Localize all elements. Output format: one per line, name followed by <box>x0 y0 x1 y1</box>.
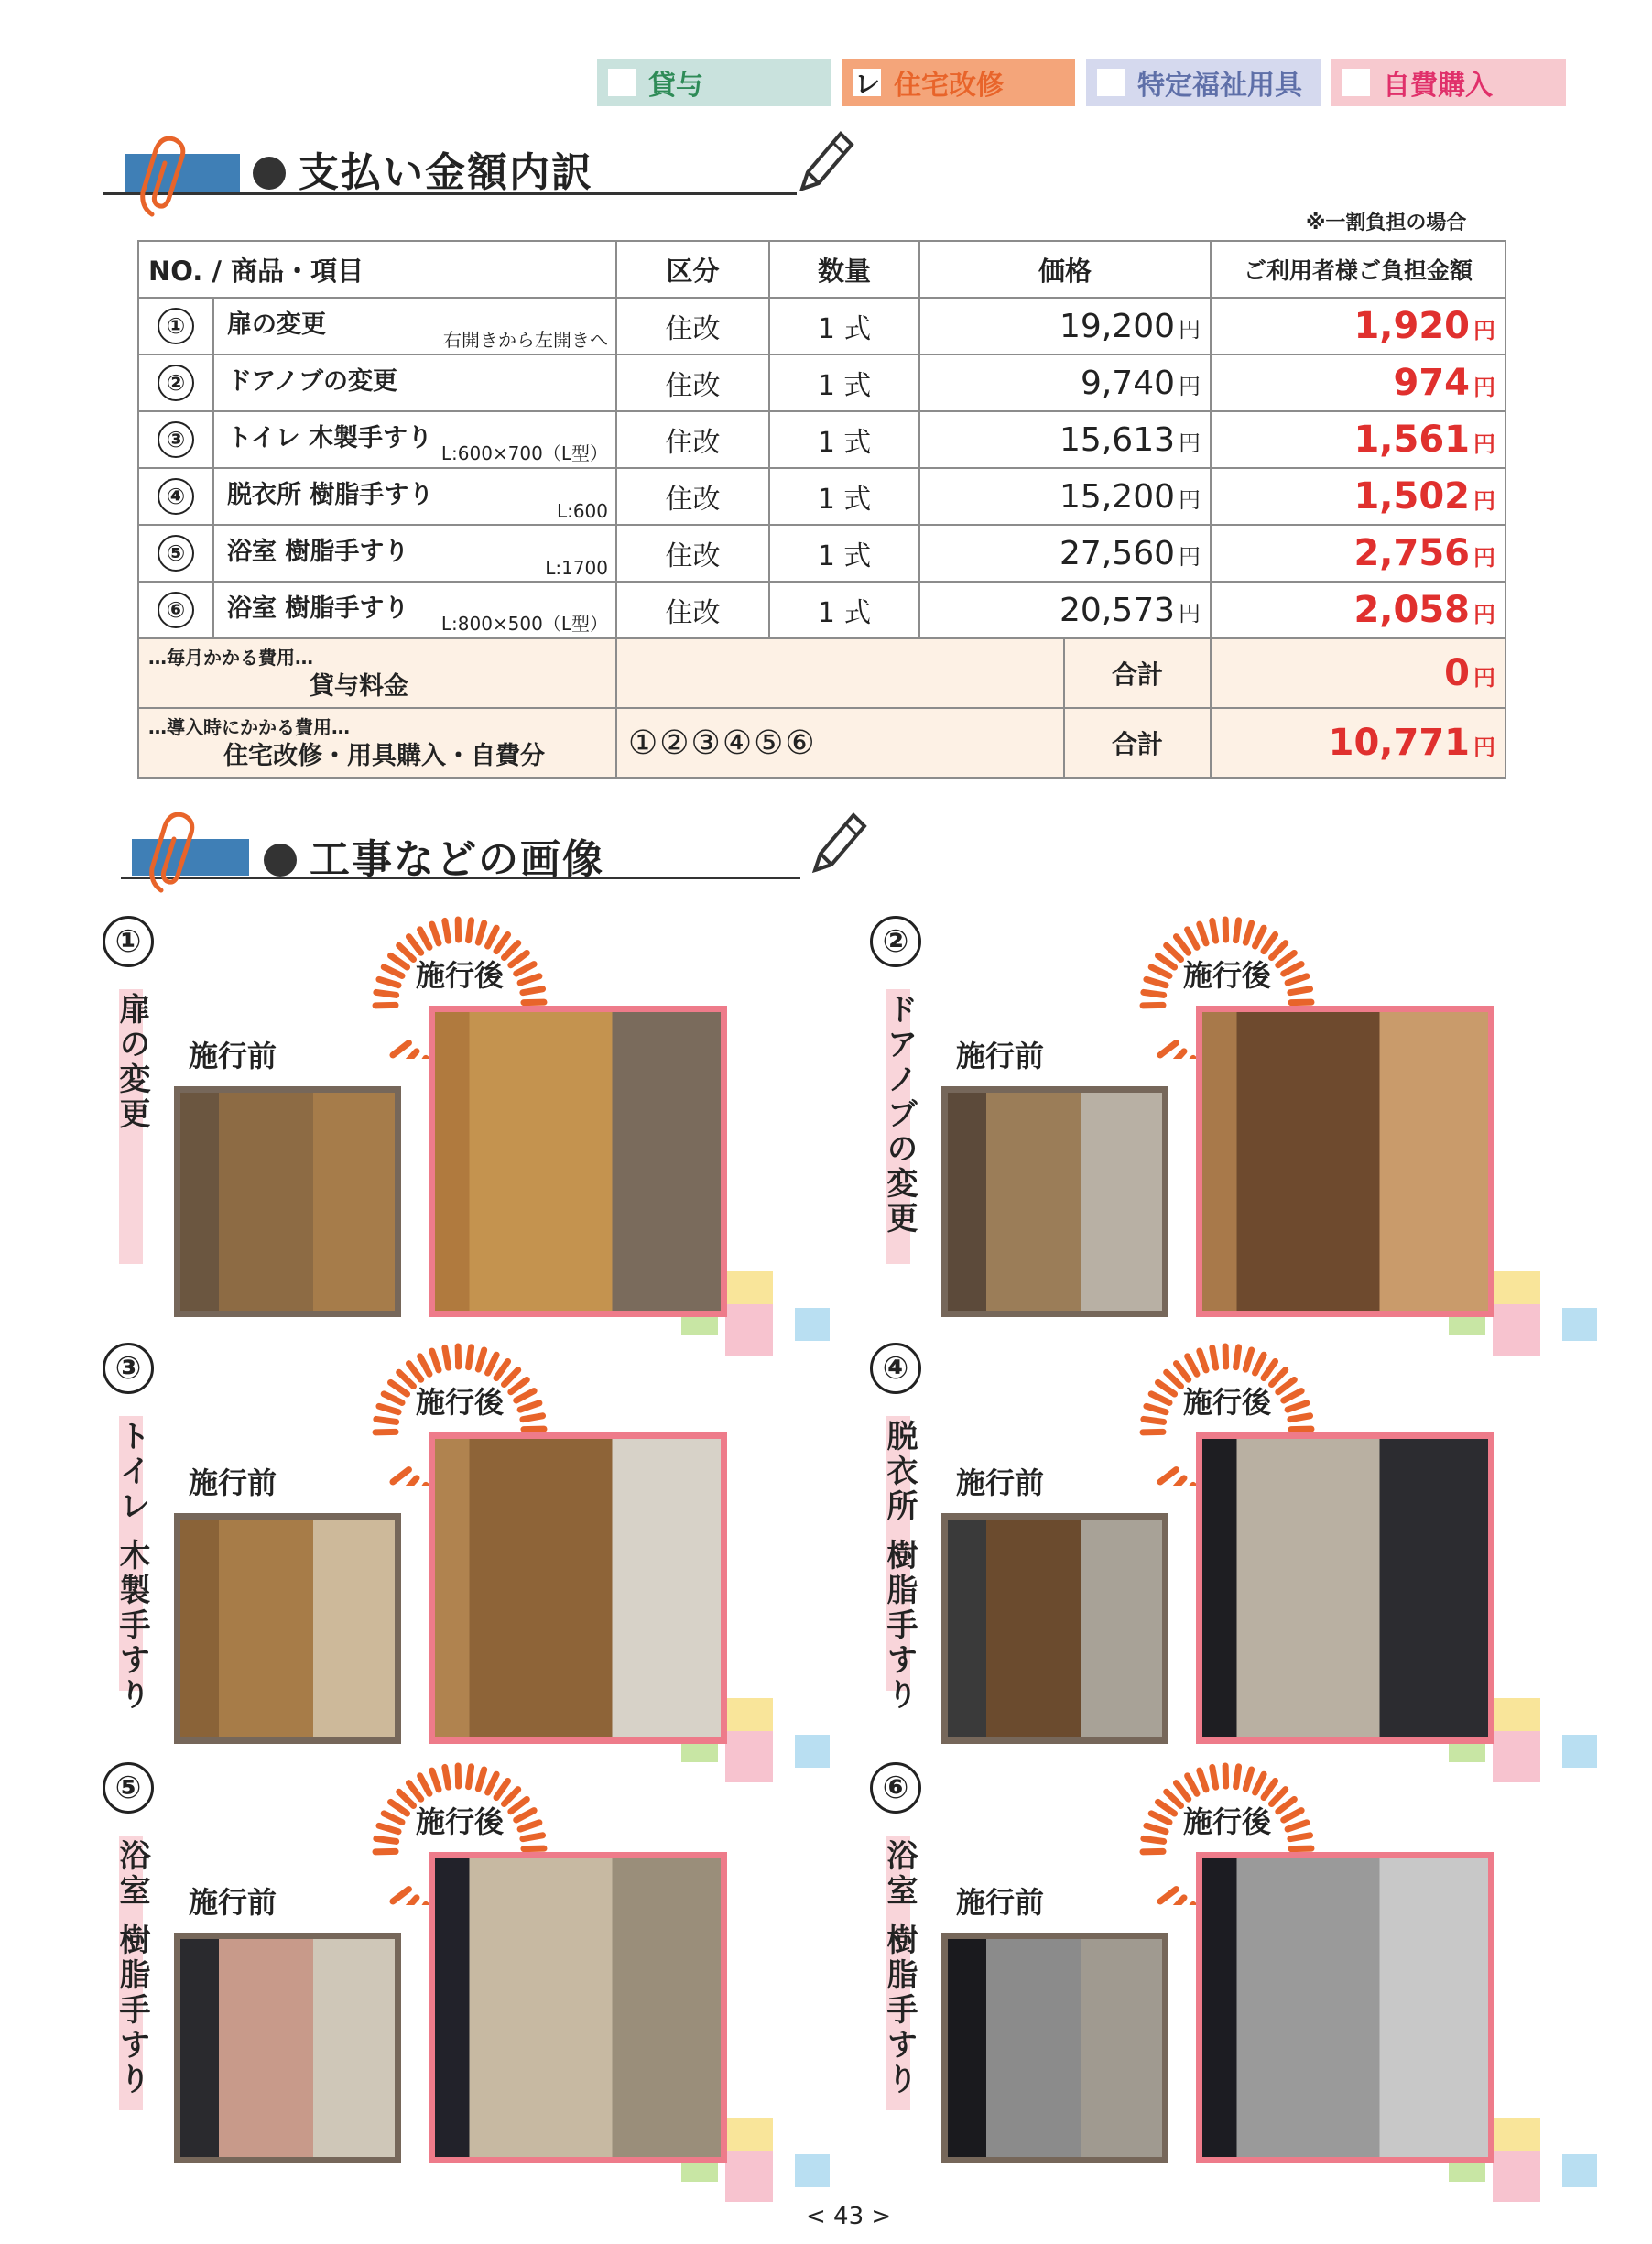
yen-unit: 円 <box>1473 318 1495 343</box>
item-name: 浴室 樹脂手すり <box>227 594 409 623</box>
monthly-label: 貸与料金 <box>310 672 408 701</box>
kubun-cell: 住改 <box>616 354 769 411</box>
kubun-cell: 住改 <box>616 582 769 638</box>
before-label: 施行前 <box>956 1885 1045 1920</box>
item-spec: L:600×700（L型） <box>440 442 608 464</box>
qty-cell: 1 式 <box>769 525 919 582</box>
item-name: 扉の変更 <box>227 310 326 339</box>
burden-value: 1,561 <box>1353 419 1470 461</box>
decorative-square <box>1493 2151 1540 2202</box>
decorative-square <box>795 2154 830 2187</box>
pen-icon <box>793 125 857 198</box>
table-row <box>138 411 1505 468</box>
after-label: 施行後 <box>416 1804 505 1839</box>
table-row <box>138 354 1505 411</box>
tab-jihi-konyu[interactable] <box>1331 59 1566 106</box>
header-burden: ご利用者様ご負担金額 <box>1211 241 1505 298</box>
qty-cell: 1 式 <box>769 582 919 638</box>
qty-cell: 1 式 <box>769 411 919 468</box>
qty-cell: 1 式 <box>769 298 919 354</box>
yen-unit: 円 <box>1473 735 1495 760</box>
yen-unit: 円 <box>1179 486 1201 513</box>
yen-unit: 円 <box>1179 373 1201 399</box>
qty-cell: 1 式 <box>769 468 919 525</box>
decorative-square <box>1562 2154 1597 2187</box>
checkbox-checked[interactable]: レ <box>853 69 880 99</box>
row-number: ③ <box>158 421 194 458</box>
photo-title: 脱衣所 樹脂手すり <box>881 1420 918 1713</box>
photo-block <box>870 1762 1603 2184</box>
tab-taiyo[interactable] <box>597 59 831 106</box>
section-title-payment: 支払い金額内訳 <box>253 139 593 198</box>
before-photo[interactable] <box>174 1513 401 1744</box>
photo-number: ② <box>870 916 921 967</box>
monthly-summary-row <box>138 638 1505 708</box>
header-price: 価格 <box>919 241 1211 298</box>
photo-block <box>103 1762 835 2184</box>
kubun-cell: 住改 <box>616 468 769 525</box>
photo-block <box>103 916 835 1337</box>
photo-number: ③ <box>103 1343 154 1394</box>
photo-block <box>870 1343 1603 1764</box>
price-value: 20,573 <box>1060 591 1175 629</box>
before-photo[interactable] <box>941 1933 1168 2163</box>
price-value: 19,200 <box>1060 307 1175 345</box>
bullet-dot <box>264 844 297 877</box>
tab-tokutei-fukushi[interactable] <box>1086 59 1321 106</box>
item-spec: 右開きから左開きへ <box>443 329 608 351</box>
yen-unit: 円 <box>1473 602 1495 627</box>
after-label: 施行後 <box>416 1385 505 1420</box>
burden-value: 2,058 <box>1353 589 1470 631</box>
item-name: 浴室 樹脂手すり <box>227 538 409 566</box>
monthly-total-label: 合計 <box>1111 659 1163 690</box>
after-photo[interactable] <box>429 1006 727 1317</box>
photo-number: ⑥ <box>870 1762 921 1814</box>
header-item: NO. / 商品・項目 <box>138 241 616 298</box>
row-number: ② <box>158 365 194 401</box>
yen-unit: 円 <box>1179 316 1201 343</box>
item-spec: L:800×500（L型） <box>440 613 608 635</box>
photo-number: ① <box>103 916 154 967</box>
yen-unit: 円 <box>1179 430 1201 456</box>
after-photo[interactable] <box>429 1432 727 1744</box>
burden-note: ※一割負担の場合 <box>1306 212 1467 234</box>
paperclip-icon <box>145 810 200 898</box>
checkbox[interactable] <box>608 69 636 96</box>
price-value: 15,613 <box>1060 420 1175 459</box>
row-number: ④ <box>158 478 194 515</box>
initial-caption: …導入時にかかる費用… <box>148 716 350 738</box>
before-label: 施行前 <box>189 1465 277 1500</box>
after-label: 施行後 <box>1183 1804 1272 1839</box>
paperclip-icon <box>136 134 190 222</box>
checkbox[interactable] <box>1342 69 1370 96</box>
initial-summary-row <box>138 708 1505 778</box>
initial-amount: 10,771 <box>1328 722 1470 764</box>
price-value: 9,740 <box>1080 364 1175 402</box>
photo-title: 扉の変更 <box>114 993 150 1132</box>
row-number: ⑥ <box>158 592 194 628</box>
photo-title: 浴室 樹脂手すり <box>114 1839 150 2097</box>
item-name: 脱衣所 樹脂手すり <box>227 481 434 509</box>
before-photo[interactable] <box>174 1933 401 2163</box>
item-name: トイレ 木製手すり <box>227 424 433 452</box>
price-value: 27,560 <box>1060 534 1175 572</box>
table-row <box>138 525 1505 582</box>
photo-title: ドアノブの変更 <box>881 993 918 1236</box>
after-photo[interactable] <box>429 1852 727 2163</box>
photo-title: トイレ 木製手すり <box>114 1420 150 1713</box>
photo-number: ④ <box>870 1343 921 1394</box>
yen-unit: 円 <box>1473 545 1495 571</box>
before-label: 施行前 <box>189 1039 277 1073</box>
price-value: 15,200 <box>1060 477 1175 516</box>
page-number: < 43 > <box>806 2203 892 2230</box>
row-number: ① <box>158 308 194 344</box>
tab-jutaku-kaishu[interactable] <box>842 59 1075 106</box>
after-photo[interactable] <box>1196 1432 1494 1744</box>
burden-value: 974 <box>1393 362 1470 404</box>
photo-block <box>103 1343 835 1764</box>
checkbox[interactable] <box>1097 69 1125 96</box>
initial-items: ①②③④⑤⑥ <box>617 709 1065 777</box>
before-photo[interactable] <box>174 1086 401 1317</box>
yen-unit: 円 <box>1473 665 1495 691</box>
yen-unit: 円 <box>1179 543 1201 570</box>
before-label: 施行前 <box>189 1885 277 1920</box>
tab-label: 自費購入 <box>1383 70 1493 102</box>
decorative-square <box>725 2151 773 2202</box>
item-spec: L:1700 <box>545 557 608 579</box>
table-row <box>138 582 1505 638</box>
decorative-square <box>1562 1308 1597 1341</box>
item-spec: L:600 <box>556 500 608 522</box>
burden-value: 1,920 <box>1353 305 1470 347</box>
monthly-caption: …毎月かかる費用… <box>148 647 313 669</box>
row-number: ⑤ <box>158 535 194 572</box>
decorative-square <box>795 1308 830 1341</box>
item-name: ドアノブの変更 <box>227 367 398 396</box>
before-photo[interactable] <box>941 1086 1168 1317</box>
table-row <box>138 468 1505 525</box>
before-label: 施行前 <box>956 1039 1045 1073</box>
after-label: 施行後 <box>1183 958 1272 993</box>
photo-number: ⑤ <box>103 1762 154 1814</box>
after-label: 施行後 <box>1183 1385 1272 1420</box>
after-label: 施行後 <box>416 958 505 993</box>
photo-title: 浴室 樹脂手すり <box>881 1839 918 2097</box>
pen-icon <box>806 806 870 879</box>
bullet-dot <box>253 157 286 190</box>
payment-table <box>137 240 1506 779</box>
table-row <box>138 298 1505 354</box>
section-title-photos: 工事などの画像 <box>264 826 604 885</box>
yen-unit: 円 <box>1473 488 1495 514</box>
qty-cell: 1 式 <box>769 354 919 411</box>
after-photo[interactable] <box>1196 1006 1494 1317</box>
header-qty: 数量 <box>769 241 919 298</box>
initial-label: 住宅改修・用具購入・自費分 <box>223 742 545 770</box>
monthly-amount: 0 <box>1444 652 1470 694</box>
kubun-cell: 住改 <box>616 411 769 468</box>
after-photo[interactable] <box>1196 1852 1494 2163</box>
kubun-cell: 住改 <box>616 298 769 354</box>
initial-total-label: 合計 <box>1111 729 1163 759</box>
yen-unit: 円 <box>1473 375 1495 400</box>
table-header <box>138 241 1505 298</box>
burden-value: 2,756 <box>1353 532 1470 574</box>
tab-label: 貸与 <box>648 70 703 102</box>
tab-label: 住宅改修 <box>894 70 1004 102</box>
yen-unit: 円 <box>1473 431 1495 457</box>
before-photo[interactable] <box>941 1513 1168 1744</box>
burden-value: 1,502 <box>1353 475 1470 517</box>
photo-block <box>870 916 1603 1337</box>
yen-unit: 円 <box>1179 600 1201 626</box>
before-label: 施行前 <box>956 1465 1045 1500</box>
tab-label: 特定福祉用具 <box>1137 70 1302 102</box>
header-kubun: 区分 <box>616 241 769 298</box>
kubun-cell: 住改 <box>616 525 769 582</box>
